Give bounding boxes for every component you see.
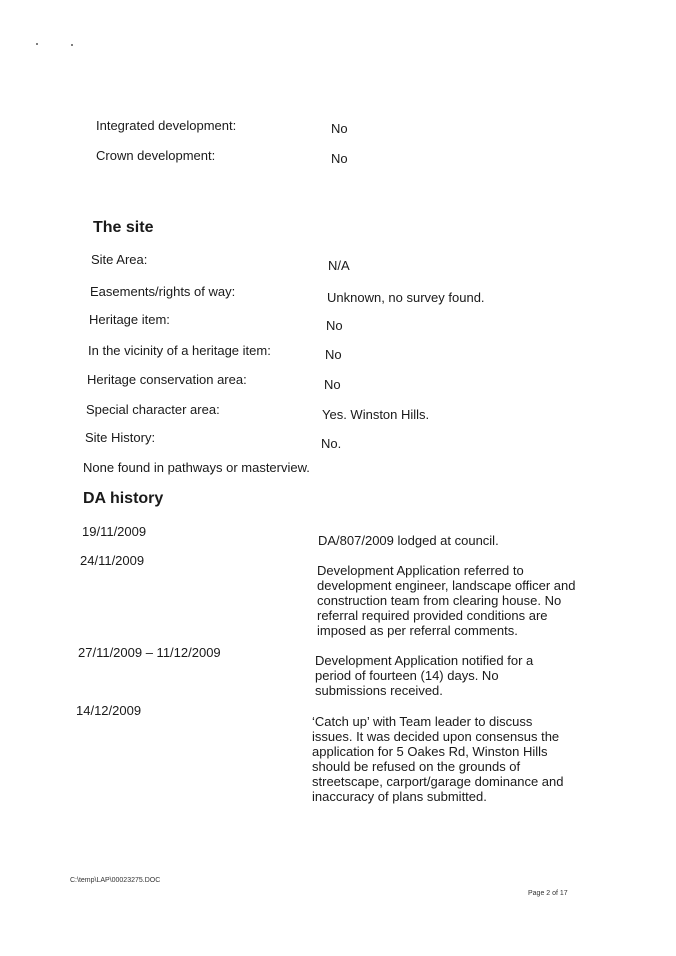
da-date-2: 24/11/2009 bbox=[80, 553, 145, 568]
heritage-vicinity-value: No bbox=[325, 347, 342, 362]
da-entry-3: Development Application notified for a period of fourteen (14) days. No submissions received. bbox=[315, 653, 534, 698]
heritage-item-value: No bbox=[326, 318, 343, 333]
da-entry-2: Development Application referred to development engineer, landscape officer and construction team from clearing house. No referral required provided conditions are imposed as per referral comments. bbox=[317, 563, 576, 638]
da-entry-1: DA/807/2009 lodged at council. bbox=[318, 533, 499, 548]
da-date-1: 19/11/2009 bbox=[82, 524, 147, 539]
heritage-conservation-label: Heritage conservation area: bbox=[87, 372, 247, 387]
easements-value: Unknown, no survey found. bbox=[327, 290, 485, 305]
site-heading: The site bbox=[93, 219, 154, 236]
da-date-4: 14/12/2009 bbox=[76, 703, 142, 718]
footer-page-number: Page 2 of 17 bbox=[528, 890, 568, 897]
scan-speck bbox=[71, 44, 73, 46]
site-history-label: Site History: bbox=[85, 430, 156, 445]
integrated-development-label: Integrated development: bbox=[96, 118, 237, 133]
special-character-label: Special character area: bbox=[86, 402, 220, 417]
scan-speck bbox=[36, 43, 38, 45]
da-history-heading: DA history bbox=[83, 490, 164, 507]
special-character-value: Yes. Winston Hills. bbox=[322, 407, 430, 422]
heritage-vicinity-label: In the vicinity of a heritage item: bbox=[88, 343, 271, 358]
da-date-3: 27/11/2009 – 11/12/2009 bbox=[78, 645, 221, 660]
integrated-development-value: No bbox=[331, 121, 348, 136]
footer-file-path: C:\temp\LAP\00023275.DOC bbox=[70, 877, 161, 884]
heritage-conservation-value: No bbox=[324, 377, 341, 392]
crown-development-label: Crown development: bbox=[96, 148, 216, 163]
da-entry-4: ‘Catch up’ with Team leader to discuss issues. It was decided upon consensus the application for 5 Oakes Rd, Winston Hills should be refused on the grounds of streetscape, carport/garage dominance and inaccuracy of plans submitted. bbox=[312, 714, 564, 804]
site-area-value: N/A bbox=[328, 258, 350, 273]
site-history-value: No. bbox=[321, 436, 342, 451]
heritage-item-label: Heritage item: bbox=[89, 312, 170, 327]
crown-development-value: No bbox=[331, 151, 348, 166]
easements-label: Easements/rights of way: bbox=[90, 284, 236, 299]
site-area-label: Site Area: bbox=[91, 252, 148, 267]
site-history-note: None found in pathways or masterview. bbox=[83, 460, 310, 475]
